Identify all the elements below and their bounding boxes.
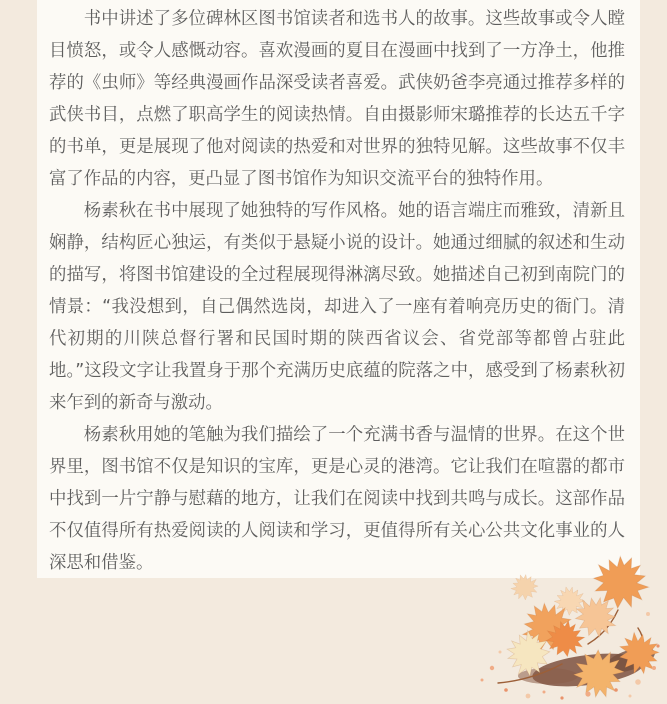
article-paragraph: 杨素秋在书中展现了她独特的写作风格。她的语言端庄而雅致，清新且娴静，结构匠心独运，有类似于悬疑小说的设计。她通过细腻的叙述和生动的描写，将图书馆建设的全过程展现得淋漓尽致。她描述自己初到南院门的情景：“我没想到，自己偶然选岗，却进入了一座有着响亮历史的衙门。清代初期的川陕总督行署和民国时期的陕西省议会、省党部等都曾占驻此地。”这段文字让我置身于那个充满历史底蕴的院落之中，感受到了杨素秋初来乍到的新奇与激动。 bbox=[49, 201, 625, 413]
article-paragraph: 杨素秋用她的笔触为我们描绘了一个充满书香与温情的世界。在这个世界里，图书馆不仅是知识的宝库，更是心灵的港湾。它让我们在喧嚣的都市中找到一片宁静与慰藉的地方，让我们在阅读中找到共鸣与成长。这部作品不仅值得所有热爱阅读的人阅读和学习，更值得所有关心公共文化事业的人深思和借鉴。 bbox=[49, 425, 625, 573]
article-content-panel bbox=[37, 0, 640, 578]
article-paragraph: 书中讲述了多位碑林区图书馆读者和选书人的故事。这些故事或令人瞠目愤怒，或令人感慨动容。喜欢漫画的夏目在漫画中找到了一方净土，他推荐的《虫师》等经典漫画作品深受读者喜爱。武侠奶爸李亮通过推荐多样的武侠书目，点燃了职高学生的阅读热情。自由摄影师宋璐推荐的长达五千字的书单，更是展现了他对阅读的热爱和对世界的独特见解。这些故事不仅丰富了作品的内容，更凸显了图书馆作为知识交流平台的独特作用。 bbox=[49, 9, 625, 189]
leaf-speckles bbox=[481, 612, 660, 700]
leaf-stems bbox=[498, 610, 643, 683]
leaf-pile-shadow bbox=[518, 642, 658, 691]
